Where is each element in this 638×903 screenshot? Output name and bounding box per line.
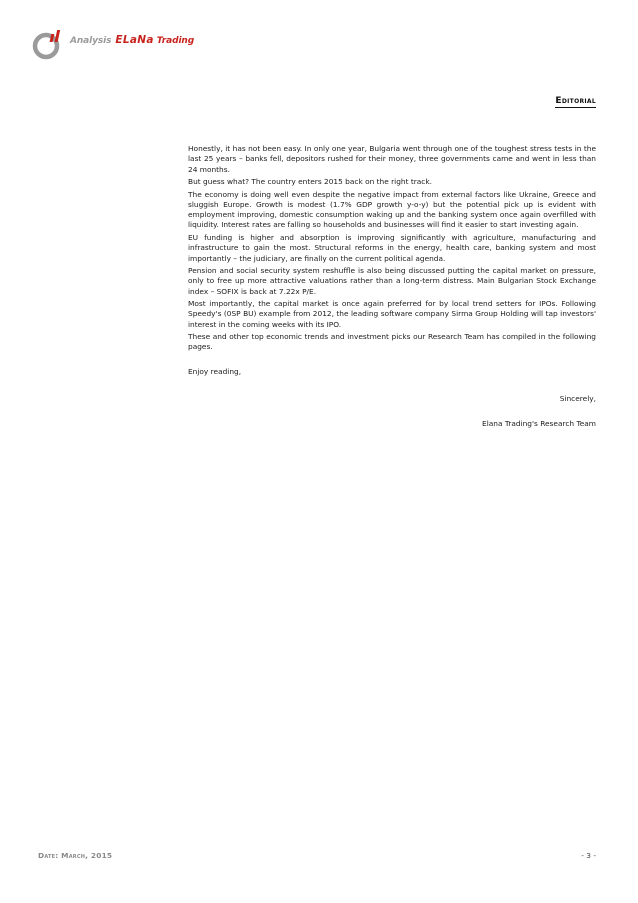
company-logo	[32, 24, 222, 64]
logo-brand-text: ELaNa	[115, 34, 154, 46]
paragraph: Honestly, it has not been easy. In only one year, Bulgaria went through one of the toughest stress tests in the last 25 years – banks fell, depositors rushed for their money, three governments came and went in less than 24 months.	[188, 144, 596, 174]
footer-date: Date: March, 2015	[38, 851, 113, 860]
section-title: Editorial	[555, 96, 596, 106]
paragraph: Pension and social security system reshuffle is also being discussed putting the capital market on pressure, only to free up more attractive valuations rather than a long-term distress. Main Bulgarian Stock Exchange index – SOFIX is back at 7.22x P/E.	[188, 266, 596, 296]
paragraph: The economy is doing well even despite the negative impact from external factors like Ukraine, Greece and sluggish Europe. Growth is modest (1.7% GDP growth y-o-y) but the potential pick up is evident with employment improving, domestic consumption waking up and the banking system once again overfilled with liquidity. Interest rates are falling so households and businesses will find it easier to start investing again.	[188, 189, 596, 230]
paragraph: Most importantly, the capital market is once again preferred for by local trend setters for IPOs. Following Speedy's (0SP BU) example from 2012, the leading software company Sirma Group Holding will tap investors' interest in the coming weeks with its IPO.	[188, 299, 596, 329]
logo-wordmark	[70, 34, 194, 46]
logo-analysis-text: Analysis	[70, 36, 112, 46]
signature: Elana Trading's Research Team	[482, 419, 596, 429]
page-number: - 3 -	[581, 851, 596, 860]
paragraph: But guess what? The country enters 2015 back on the right track.	[188, 177, 432, 187]
signoff: Sincerely,	[559, 394, 596, 404]
editorial-body	[188, 144, 596, 432]
paragraph: These and other top economic trends and investment picks our Research Team has compiled in the following pages.	[188, 332, 596, 352]
logo-trading-text: Trading	[156, 36, 195, 46]
paragraph: EU funding is higher and absorption is improving significantly with agriculture, manufacturing and infrastructure to gain the most. Structural reforms in the energy, health care, banking system and most importantly – the judiciary, are finally on the current political agenda.	[188, 232, 596, 263]
elana-logo-mark-icon	[32, 26, 66, 60]
closing-line: Enjoy reading,	[188, 366, 242, 376]
